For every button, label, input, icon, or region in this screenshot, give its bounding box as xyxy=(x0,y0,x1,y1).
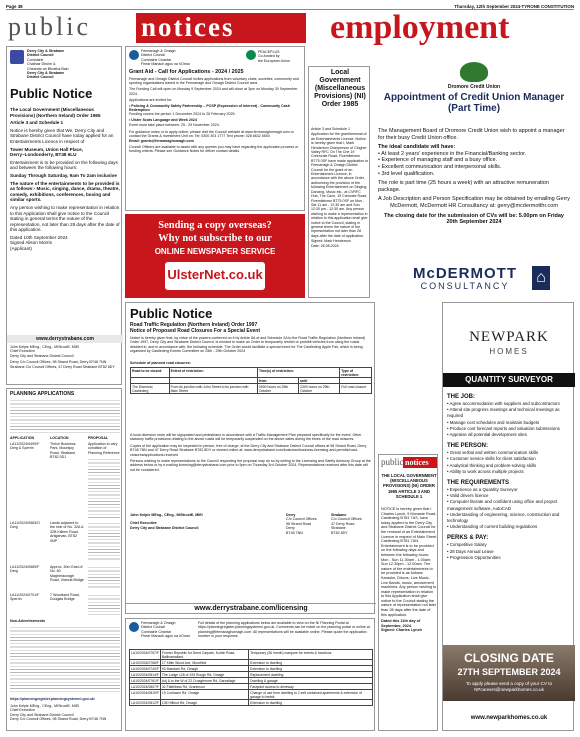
planning-row-location: Approx. 30m East of No. 60 Magheraunagh Road, Victoria Bridge xyxy=(50,565,84,583)
table-row: The Diamond, Castlederg From its junction with John Street to its junction with Main Street 0900 hours on 25th October 2300 hours on 29th October Full road closure xyxy=(131,384,372,394)
credit-union-ad xyxy=(374,62,574,294)
fodc-name: Fermanagh & Omagh District Council Comhairle Ceantar Fhear Manach agus na hOmaí xyxy=(141,621,190,639)
small-logo-notices: notices xyxy=(405,458,429,467)
mcdermott-logo: McDERMOTT xyxy=(413,265,517,282)
small-logo-public: public xyxy=(381,457,404,467)
ulsternet-ad[interactable] xyxy=(125,214,305,298)
table-row: LA10/2024/0768/F 17 Kittle Wood Ave, Moorfield Extension to dwelling xyxy=(130,660,373,666)
planning-row-location: Thrive Business Park, Mountjoy Road, Strabane, BT82 0DJ xyxy=(50,442,77,460)
road-title: Public Notice xyxy=(130,306,213,321)
fodc-planning xyxy=(125,618,375,731)
planning-row: LA11/2024/0683/O Derg xyxy=(10,521,40,530)
grant-aid-notice xyxy=(125,46,305,211)
council-name-block: Derry City & Strabane District Council Comhairle Chathair Dhoire & Cheantar an Bhratha Bain Derry City & Strabane District Council xyxy=(27,49,69,80)
newpark-web[interactable]: www.newparkhomes.co.uk xyxy=(470,715,548,721)
consultancy-logo: CONSULTANCY xyxy=(420,281,510,291)
newpark-body: THE JOB: • Agree accommodation with suppliers and subcontractors • Attend site progress meetings and technical meetings as required • Manage cost schedules and maintain budgets • Produce cost forecast reports and valuation submissions • Appraise all potential development sites THE PERSON: • Great verbal and written communication skills • Customer service skills for client satisfaction • Analytical thinking and problem-solving skills • Ability to work across multiple projects THE REQUIREMENTS • Experience as a Quantity Surveyor • Valid drivers licence • Computer literate and confident using office and project management software, AutoCAD • Understanding of engineering, science, construction and technology • Understanding of current building regulations PERKS & PAY: • Competitive Salary • 28 Days Annual Leave • Progression Opportunities xyxy=(447,394,560,560)
partner-name: PEACEPLUS Co-funded by the European Union xyxy=(258,50,290,63)
fodc-logo-icon xyxy=(129,50,139,60)
closing-label: CLOSING DATE xyxy=(464,651,554,665)
lynch-notice xyxy=(378,454,438,731)
th-from: from xyxy=(258,378,299,384)
hr-logo-icon: ⌂ xyxy=(532,266,550,290)
fodc-name: Fermanagh & Omagh District Council Comhairle Ceantar Fhear Manach agus na hOmaí xyxy=(141,49,190,67)
credit-union-logo-icon xyxy=(460,62,488,82)
planning-row: LA11/2024/0701/F Sperrin xyxy=(10,593,40,602)
newpark-logo: NEWPARK xyxy=(469,329,549,345)
road-ceo-block: John Kelpie MEng., CEng., MIStructE, MIEI Chief Executive Derry City and Strabane District Council xyxy=(130,513,203,530)
road-body-2: A local diversion route will be signposted and pedestrians in accordance with a Traffic Management Plan prepared specifically for the event. Other statutory traffic provisions relating to the above roads will be temporarily suspended on the above dates during the times of the road closures. Copies of the application may be inspected in person, free of charge, at the Derry City and Strabane District Council offices at 98 Strand Road, Derry, BT48 7NN and 47 Derry Road Strabane BT82 8DY or viewed online at: www.derrystrabane.com/business/business-licensing-and-permits/road-closures/applications-received Persons wishing to make representations to the Council respecting the proposal may do so by writing to the Licensing and Safety Advisory Group at the address below or by e-mailing licensing@derrystrabane.com prior to 5pm on Thursday 3rd October 2024. Representations received after this date will not be considered. xyxy=(130,433,371,472)
planning-proposal-text xyxy=(88,565,120,589)
planning-url[interactable]: https://planningregister.planningsystemni.gov.uk/ xyxy=(10,697,95,701)
road-subtitles: Road Traffic Regulation (Northern Ireland) Order 1997 Notice of Proposed Road Closures For a Special Event xyxy=(130,322,261,334)
planning-proposal-text xyxy=(88,457,120,519)
planning-row-location: 7 Woodland Road, Douglas Bridge xyxy=(50,593,80,602)
road-schedule-label: Schedule of planned road closures: xyxy=(130,361,191,365)
council-crest-icon xyxy=(10,50,24,64)
header-notices: notices xyxy=(141,12,235,42)
closing-date: 27TH SEPTEMBER 2024 xyxy=(457,667,561,677)
grant-title: Grant Aid - Call for Applications - 2024 / 2025 xyxy=(129,69,244,75)
ulsternet-logo: UlsterNet.co.uk xyxy=(165,262,265,290)
newpark-closing-panel xyxy=(443,645,575,701)
planning-row: LA11/2024/0490/F Derg & Sperrin xyxy=(10,442,40,451)
planning-row-location: Lands adjacent to the rear of No. 32A & 32B Killeen Road, Artigarvan, BT82 0NP xyxy=(50,521,84,543)
fodc-intro: Full details of the planning applications below are available to view on the NI Planning Portal at https://planningregister.planningsystemni.gov.uk. Comments can be made on the planning portal or online at planning@fermanaghomagh.com. All representations will be available online. Please quote the application number in your response. xyxy=(198,621,370,639)
th-extent: Extent of restriction: xyxy=(169,368,257,378)
road-body: Notice is hereby given that, by virtue of the powers conferred on it by Article 8A of and Schedule 2A to the Road Traffic Regulation (Northern Ireland) Order 1997, Derry City and Strabane District Council, is minded to make an Order to temporarily restrict or prohibit vehicles from using the roads detailed in, and in accordance with, the following schedule. The Order would facilitate a special event for The Castlederg Apple Fair, which is being organised by Castlederg Events Committee on 25th - 29th October 2024 xyxy=(130,336,366,354)
derry-public-notice xyxy=(6,46,122,385)
lynch-title: THE LOCAL GOVERNMENT (MISCELLANEOUS PROVISIONS) (NI) ORDER 1985 ARTICLE 3 AND SCHEDULE 1 xyxy=(381,473,437,499)
road-schedule-table xyxy=(130,367,372,394)
newpark-homes: HOMES xyxy=(489,347,529,356)
table-row: LA10/2024/0757/F Former Republic for Deed Carpark, Kuihin Road, Ballinamallard Temporary (36 month) marquee for events & functions xyxy=(130,650,373,660)
planning-row: LA11/2024/0689/F Derg xyxy=(10,565,40,574)
road-strabane-address: Strabane C/o Council Offices 47 Derry Road Strabane BT82 8DY xyxy=(331,513,362,535)
grant-body: Fermanagh and Omagh District Council invites applications from voluntary clubs, societies, community and sporting organisations based in the Fermanagh and Omagh District Council area. The Funding Call will open on Monday 9 September 2024 and will close at 3pm on Monday 30 September 2024. Applications are invited for: • Policing & Community Safety Partnership – PCSP (Expression of Interest) - Community Cash Redemption Funding covers the period: 1 December 2024 to 28 February 2025. • Ulster Scots Language and Week 2024 Event must take place between: 25 - 29 November 2024. For guidance notes or to apply online, please visit the Council website at www.fermanaghomagh.com or contact the Grants & Investment Unit on: Tel: 0300 303 1777 Text phone: 028 6632 5554 Email: grants@fermanaghomagh.com Council Officers are available to assist with any queries you may have regarding the application process or funding criteria. Please see Guidance Notes for officer contact details. xyxy=(129,77,299,154)
planning-applications: PLANNING APPLICATIONS APPLICATION LOCATION PROPOSAL LA11/2024/0490/F Derg & Sperrin Thrive Business Park, Mountjoy Road, Strabane, BT82 0DJ Application to vary condition of Planning Reference LA11/2024/0683/O Derg Lands adjacent to the rear of No. 32A & 32B Killeen Road, Artigarvan, BT82 0NP LA11/2024/0689/F Derg Approx. 30m East of No. 60 Magheraunagh Road, Victoria Bridge LA11/2024/0701/F Sperrin 7 Woodland Road, Douglas Bridge Non-Advertisements https://planningregister.planningsystemni.gov.uk/ John Kelpie MEng., CEng., MIStructE, MIEI Chief Executive Derry City and Strabane District Council Derry C/o Council Offices, 98 Strand Road, Derry BT48 7NN xyxy=(6,388,122,731)
table-row: LA10/2024/0810/F 19 Corlowen Rd, Omagh Change of use from dwelling to 2 self contained apartments & extension of garage to bedsit xyxy=(130,690,373,700)
non-adverts: Non-Advertisements xyxy=(10,619,46,623)
planning-title: PLANNING APPLICATIONS xyxy=(10,391,75,397)
ad-line-2: Why not subscribe to our xyxy=(158,233,272,244)
pcsp-logo-icon xyxy=(246,50,256,60)
table-row: LA10/2024/0814/F The Lodge 126 of 193 Rough Rd, Omagh Replacement dwelling xyxy=(130,672,373,678)
fodc-logo-icon xyxy=(129,622,139,632)
newpark-apply: To apply please send a copy of your CV to NPcareers@newparkhomes.co.uk xyxy=(465,681,553,692)
table-row: LA10/2024/0761/F Adj & to the W of 22 Croaghmore Rd, Garvallagh Dwelling & garage xyxy=(130,678,373,684)
ceo-block: John Kelpie MEng., CEng., MIStructE, MIEI Chief Executive Derry City and Strabane District Council Derry C/o Council Offices, 98 Strand Road, Derry BT48 7NN Strabane C/o Council Offices, 47 Derry Road Strabane BT82 8DY xyxy=(10,345,115,369)
fodc-table xyxy=(129,649,373,706)
non-adverts-list xyxy=(10,625,120,693)
road-web[interactable]: www.derrystrabane.com/licensing xyxy=(126,603,376,613)
header-employment: employment xyxy=(330,9,510,46)
notice-body: The Local Government (Miscellaneous Provisions) (Northern Ireland) Order 1985 Article 3 and Schedule 1 Notice is hereby given that We, Derry City and Strabane District Council have today applied for an Entertainments Licence in respect of Tower Museum, Union Hall Place, Derry~Londonderry, BT48 6LU Entertainment is to be provided on the following days and between the following hours: Sunday Through Saturday, 9am To 2am inclusive The nature of the entertainments to be provided is as follows:- Music, singing, dance, drama, theatre, comedy, exhibitions, conferences, boxing and similar sports. Any person wishing to make representation in relation to this Application shall give notice to the Council stating in general terms the nature of the representation, not later than 28 days after the date of this application. Dated 10th September 2024 Signed Alison Morris (Applicant) xyxy=(10,107,120,252)
planning-intro-text xyxy=(10,398,120,434)
newpark-ad xyxy=(442,302,574,731)
header-public: public xyxy=(8,12,91,41)
notice-title: Public Notice xyxy=(10,86,93,101)
table-row: LA10/2024/0812/F 135 Hillfoot Rd, Omagh Extension to dwelling xyxy=(130,700,373,706)
planning-row-proposal: Application to vary condition of Planning Reference xyxy=(88,442,120,455)
th-road: Road to be closed: xyxy=(131,368,170,378)
ad-line-3: ONLINE NEWSPAPER SERVICE xyxy=(154,247,276,256)
planning-proposal-text xyxy=(88,593,120,615)
derry-web[interactable]: www.derrystrabane.com xyxy=(7,335,123,343)
lynch-body: NOTICE is hereby given that I Charles Lynch, 9 Monaste Road, Castlederg BT81 7AS, have today applied to the Derry City and Strabane District Council for the renewal of an Entertainment Licence in respect of Main Street Castlederg BT81 7AN. Entertainment is to be provided on the following days and between the following hours: Mon - Sun 11.30am - 1.00am; Sun 12.30pm - 12.00am. The nature of the entertainments to be provided is as follows: Karaoke, Discos, Live Music, Live Bands, music, amusement machines. Any person wishing to make representation in relation to this Application shall give notice to the Council stating the nature of representation not later than 28 days after the date of this application. Dated this 11th day of September, 2024. Signed: Charles Lynch xyxy=(381,507,437,633)
road-derry-address: Derry C/o Council Offices 98 Strand Road Derry BT48 7NN xyxy=(286,513,317,535)
th-until: until xyxy=(299,378,340,384)
th-type: Type of restriction: xyxy=(340,368,372,378)
table-row: LA10/2024/0807/F 32 Flatrillows Rd, Grantmoor Fastpoint access to driveway xyxy=(130,684,373,690)
job-title-bar: QUANTITY SURVEYOR xyxy=(443,373,575,387)
table-row: LA10/2024/0740/F 93 Mandam Rd, Omagh Extension to dwelling xyxy=(130,666,373,672)
local-title: Local Government (Miscellaneous Provisions) (NI) Order 1985 xyxy=(314,69,366,108)
planning-footer: John Kelpie MEng., CEng., MIStructE, MIEI Chief Executive Derry City and Strabane District Council Derry C/o Council Offices, 98 Strand Road, Derry BT48 7NN xyxy=(10,704,107,722)
road-closure-notice xyxy=(125,302,375,614)
appointment-title: Appointment of Credit Union Manager (Part Time) xyxy=(383,92,565,114)
local-government-notice xyxy=(308,66,370,298)
appointment-body: The Management Board of Dromore Credit Union wish to appoint a manager for their busy Credit Union office. The ideal candidate will have: • At least 2 years' experience in the Financial/Banking sector. • Experience of managing staff and a busy office. • Excellent communication and interpersonal skills. • 3rd level qualification. The role is part time (25 hours a week) with an attractive remuneration package. A Job Description and Person Specification may be obtained by emailing Gerry McDermott, McDermott HR Consultancy at: gerry@mcdermotthr.com The closing date for the submission of CVs will be: 5.00pm on Friday 20th September 2024 xyxy=(378,128,570,226)
org-name: Dromore Credit Union xyxy=(447,84,501,90)
page-number: Page 38 xyxy=(6,4,23,9)
th-time: Time(s) of restriction: xyxy=(258,368,340,378)
page-date: Thursday, 12th September 2024-TYRONE CONSTITUTION xyxy=(454,4,574,9)
planning-proposal-text xyxy=(88,521,120,561)
ad-line-1: Sending a copy overseas? xyxy=(158,220,272,231)
local-body: Article 3 and Schedule 1 Application for the grant/renewal of an Entertainments Licence. Notice is hereby given that I, Mark Henderson Chairperson of Clogher Valley RFC On The Crie 19 Creenvale Road, Fivemiletown BT75 0SF have made application to Fermanagh & Omagh District Council for the grant of an Entertainment Licence, in accordance with the above Order, authorising the provision of the following Entertainment on Singing, Dancing, Music etc., at CVRFC Hub, The Cave, 19 Crenvale Road, Fivemiletown BT75 0SF on Mon - Sat 11 am - 12:30 am and Sun 12:30 pm - 12:30 am. Any person wishing to make a representation in relation to this application shall give notice to the Council, stating in general terms the nature of the representation not later than 28 days after the date of application. Signed: Mark Henderson Date: 26.08.2024 xyxy=(311,127,369,248)
